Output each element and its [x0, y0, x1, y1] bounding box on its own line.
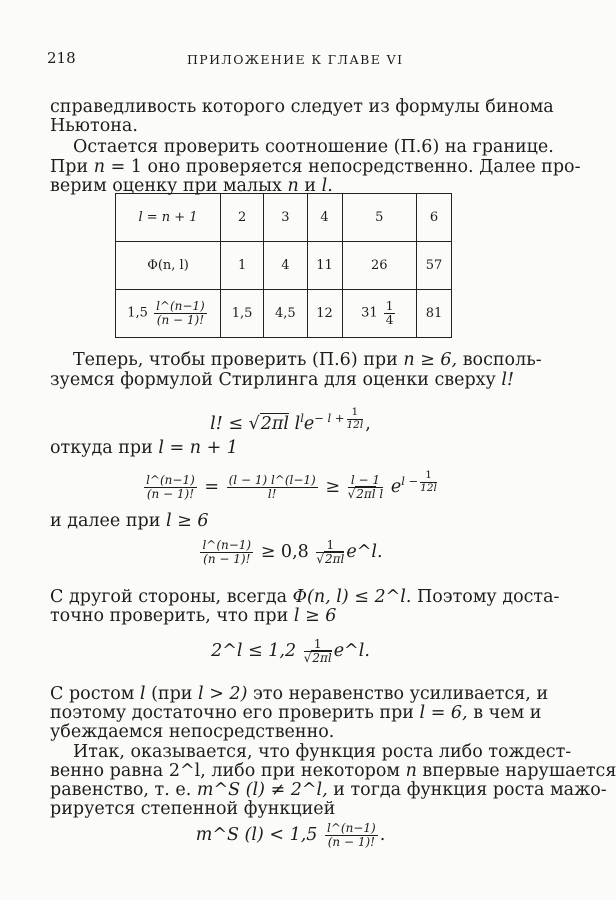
table-cell: 4 — [307, 194, 342, 242]
table-cell: 5 — [342, 194, 416, 242]
table-cell: 11 — [307, 242, 342, 290]
table-row — [116, 194, 452, 242]
table-cell: 1,5 — [221, 290, 264, 338]
table-cell: 12 — [307, 290, 342, 338]
text-dalee: и далее при l ≥ 6 — [50, 511, 209, 531]
table-cell: 6 — [416, 194, 451, 242]
paragraph-6-line-2: венно равна 2^l, либо при некотором n впервые нарушается — [50, 761, 616, 781]
table-cell: 26 — [342, 242, 416, 290]
running-title: ПРИЛОЖЕНИЕ К ГЛАВЕ VI — [187, 52, 404, 67]
table-row-label-phi: Φ(n, l) — [116, 242, 221, 290]
paragraph-4-line-1: С другой стороны, всегда Φ(n, l) ≤ 2^l. Поэтому доста- — [50, 587, 560, 607]
paragraph-6-line-3: равенство, т. е. m^S (l) ≠ 2^l, и тогда функция роста мажо- — [50, 780, 607, 800]
paragraph-2-line-1: Остается проверить соотношение (П.6) на границе. — [73, 137, 554, 157]
table-cell: 4,5 — [264, 290, 307, 338]
paragraph-3-line-2: зуемся формулой Стирлинга для оценки сверху l! — [50, 370, 515, 390]
table-cell: 81 — [416, 290, 451, 338]
table-cell: 1 — [221, 242, 264, 290]
paragraph-5-line-3: убеждаемся непосредственно. — [50, 722, 335, 742]
table-cell: 3 — [264, 194, 307, 242]
table-cell: 2 — [221, 194, 264, 242]
paragraph-1-line-2: Ньютона. — [50, 116, 138, 136]
formula-ratio: $\frac{l\^{}(n-1)}{(n - 1)!}$ = $\frac{(l - 1) l\^{}(l-1)}{l!}$ ≥ $\frac{l - 1}{\text{√2πl l}}$ $e^{l - \frac{1}{12l}}$ — [146, 469, 437, 501]
table-cell-mixed-fraction: 31 $\frac{1}{4}$ — [342, 290, 416, 338]
paragraph-6-line-4: рируется степенной функцией — [50, 799, 336, 819]
page-number: 218 — [47, 49, 76, 67]
formula-upper-check: 2^l ≤ 1,2 $\frac{1}{√2\pi l}$ e^l. — [211, 637, 370, 665]
paragraph-6-line-1: Итак, оказывается, что функция роста либо тождест- — [73, 742, 572, 762]
paragraph-2-line-2: При n = 1 оно проверяется непосредственно. Далее про- — [50, 157, 581, 177]
paragraph-5-line-2: поэтому достаточно его проверить при l = 6, в чем и — [50, 703, 542, 723]
formula-lower-bound: $\frac{l\^{}(n-1)}{(n - 1)!}$ ≥ 0,8 $\frac{1}{√2\pi l}$ e^l. — [202, 538, 383, 566]
table-row — [116, 242, 452, 290]
formula-growth-bound: m^S (l) < 1,5 $\frac{l\^{}(n-1)}{(n - 1)!}$ . — [195, 821, 386, 849]
paragraph-3-line-1: Теперь, чтобы проверить (П.6) при n ≥ 6, восполь- — [73, 350, 542, 370]
paragraph-2-line-3: верим оценку при малых n и l. — [50, 176, 333, 196]
table-row-label-bound: 1,5 $\frac{l\^{}(n-1)}{(n - 1)!}$ — [116, 290, 221, 338]
formula-stirling: l! ≤ √2πl $l^le^{- l + \frac{1}{12l}}$ , — [210, 406, 371, 434]
text-otkuda: откуда при l = n + 1 — [50, 438, 238, 458]
paragraph-4-line-2: точно проверить, что при l ≥ 6 — [50, 606, 337, 626]
table-cell: 57 — [416, 242, 451, 290]
values-table — [115, 193, 452, 338]
table-row-label-l: l = n + 1 — [116, 194, 221, 242]
table-row — [116, 290, 452, 338]
paragraph-5-line-1: С ростом l (при l > 2) это неравенство усиливается, и — [50, 684, 549, 704]
table-cell: 4 — [264, 242, 307, 290]
paragraph-1-line-1: справедливость которого следует из формулы бинома — [50, 97, 554, 117]
